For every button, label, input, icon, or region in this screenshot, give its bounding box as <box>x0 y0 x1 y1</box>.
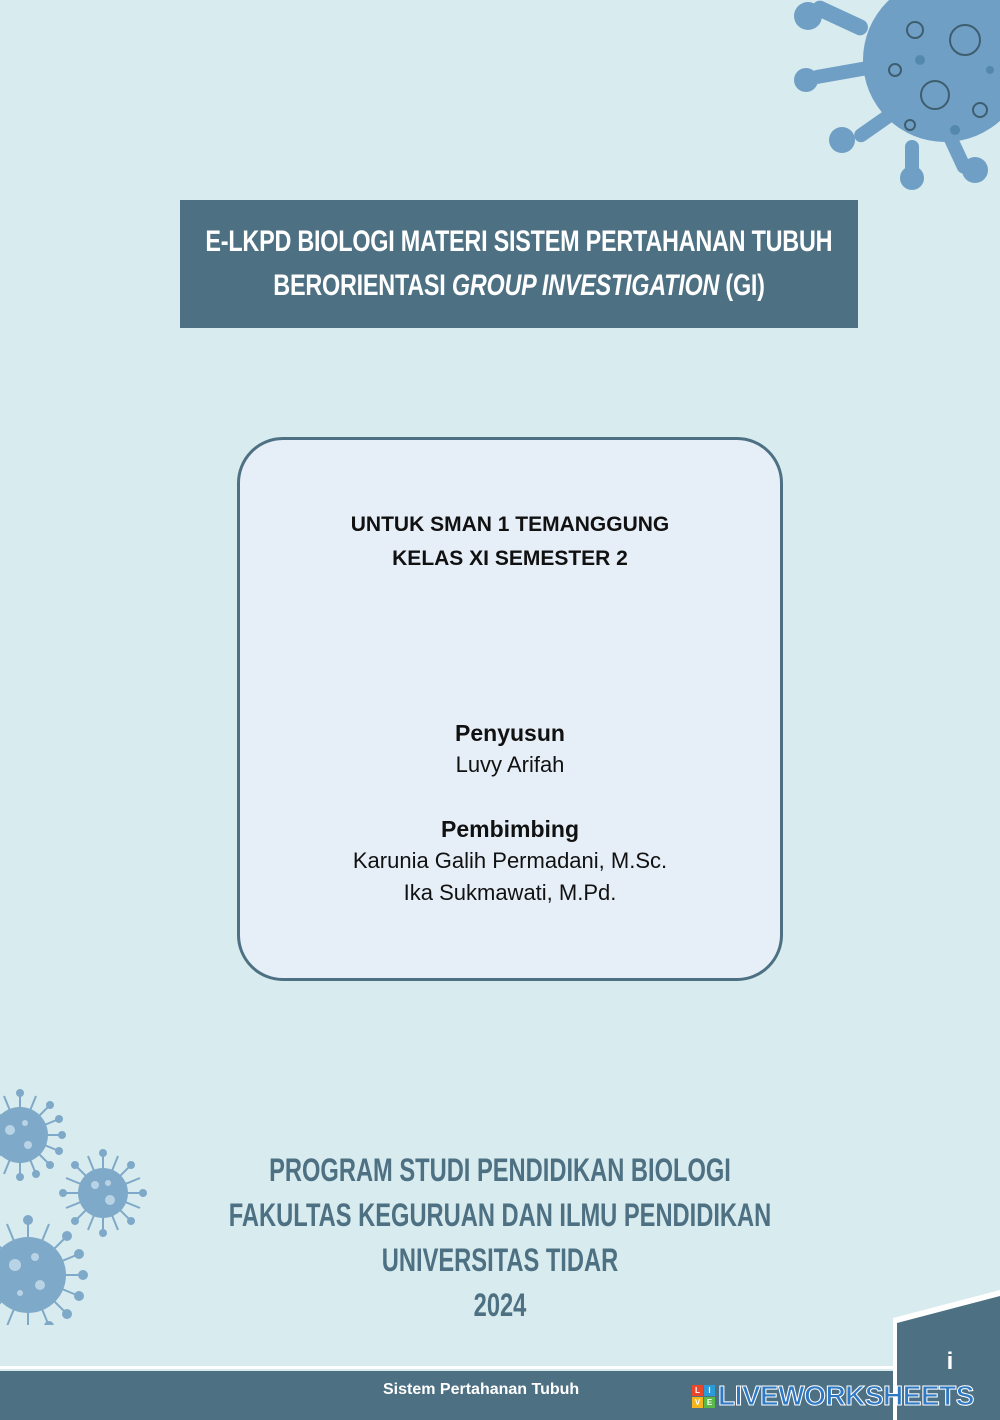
logo-letter: V <box>692 1397 703 1408</box>
logo-letter: L <box>692 1385 703 1396</box>
institution-block <box>0 1148 1000 1328</box>
title-italic: GROUP INVESTIGATION <box>451 269 720 302</box>
university: UNIVERSITAS TIDAR <box>381 1242 619 1278</box>
title-prefix: BERORIENTASI <box>273 269 452 302</box>
virus-icon <box>770 0 1000 190</box>
info-card <box>237 437 783 981</box>
logo-letter: E <box>704 1397 715 1408</box>
contributors <box>240 717 780 909</box>
supervisor-name: Karunia Galih Permadani, M.Sc. <box>352 848 668 873</box>
footer-divider <box>0 1366 1000 1369</box>
year: 2024 <box>473 1287 527 1323</box>
page-number: i <box>946 1348 954 1375</box>
study-program: PROGRAM STUDI PENDIDIKAN BIOLOGI <box>269 1152 731 1188</box>
target-audience <box>240 508 780 576</box>
liveworksheets-wordmark: LIVEWORKSHEETS <box>718 1380 974 1411</box>
title-suffix: (GI) <box>719 269 765 302</box>
supervisor-label: Pembimbing <box>440 816 579 842</box>
liveworksheets-logo-icon[interactable] <box>692 1380 974 1412</box>
faculty: FAKULTAS KEGURUAN DAN ILMU PENDIDIKAN <box>228 1197 772 1233</box>
compiler-label: Penyusun <box>455 720 565 746</box>
title-line-1: E-LKPD BIOLOGI MATERI SISTEM PERTAHANAN TUBUH <box>205 225 833 258</box>
logo-letter: I <box>704 1385 715 1396</box>
logo-squares <box>692 1385 715 1408</box>
supervisor-name: Ika Sukmawati, M.Pd. <box>403 880 617 905</box>
class-line: KELAS XI SEMESTER 2 <box>392 547 628 570</box>
title-banner <box>180 200 858 328</box>
title-line-2 <box>273 264 764 308</box>
school-line: UNTUK SMAN 1 TEMANGGUNG <box>350 513 670 536</box>
compiler-name: Luvy Arifah <box>455 752 565 777</box>
footer-topic: Sistem Pertahanan Tubuh <box>383 1381 580 1398</box>
